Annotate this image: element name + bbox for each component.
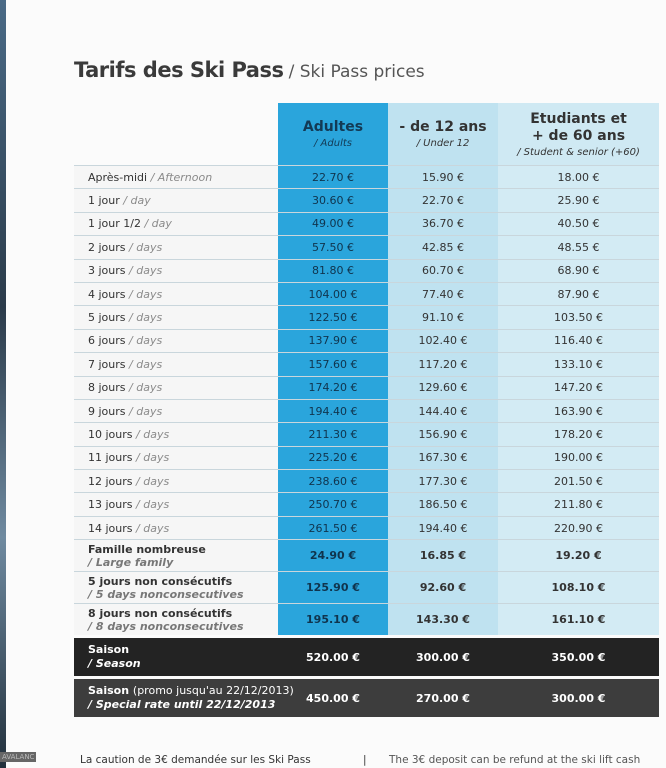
student-price: 178.20 € — [498, 423, 659, 446]
under12-price: 156.90 € — [388, 423, 498, 446]
adult-price: 157.60 € — [278, 353, 388, 376]
adult-price: 104.00 € — [278, 282, 388, 305]
row-label: 5 jours / days — [74, 306, 278, 329]
promo-season-row — [74, 678, 659, 718]
adult-price: 174.20 € — [278, 376, 388, 399]
under12-price: 117.20 € — [388, 353, 498, 376]
student-price: 19.20 € — [498, 540, 659, 572]
header-adults-sub: / Adults — [314, 138, 352, 149]
adult-price: 195.10 € — [278, 604, 388, 637]
student-price: 25.90 € — [498, 189, 659, 212]
under12-price: 15.90 € — [388, 166, 498, 189]
under12-price: 60.70 € — [388, 259, 498, 282]
under12-price: 16.85 € — [388, 540, 498, 572]
under12-price: 129.60 € — [388, 376, 498, 399]
table-row — [74, 353, 659, 376]
header-adults-label: Adultes — [302, 119, 364, 135]
under12-price: 177.30 € — [388, 470, 498, 493]
table-row — [74, 259, 659, 282]
adult-price: 57.50 € — [278, 236, 388, 259]
row-label: 1 jour 1/2 / day — [74, 212, 278, 235]
under12-price: 167.30 € — [388, 446, 498, 469]
table-row — [74, 493, 659, 516]
student-price: 201.50 € — [498, 470, 659, 493]
adult-price: 194.40 € — [278, 399, 388, 422]
under12-price: 92.60 € — [388, 572, 498, 604]
adult-price: 250.70 € — [278, 493, 388, 516]
row-label: 3 jours / days — [74, 259, 278, 282]
adult-price: 450.00 € — [278, 678, 388, 718]
row-label: 13 jours / days — [74, 493, 278, 516]
row-label: 10 jours / days — [74, 423, 278, 446]
under12-price: 22.70 € — [388, 189, 498, 212]
under12-price: 42.85 € — [388, 236, 498, 259]
table-row-special — [74, 572, 659, 604]
row-label: Saison / Season — [74, 637, 278, 678]
student-price: 87.90 € — [498, 282, 659, 305]
header-blank-cell — [74, 103, 278, 166]
table-row-special — [74, 540, 659, 572]
row-label: 5 jours non consécutifs / 5 days nonconsecutives — [74, 572, 278, 604]
adult-price: 238.60 € — [278, 470, 388, 493]
row-label: 2 jours / days — [74, 236, 278, 259]
row-label: 9 jours / days — [74, 399, 278, 422]
row-label: 11 jours / days — [74, 446, 278, 469]
under12-price: 143.30 € — [388, 604, 498, 637]
footer-separator: | — [363, 754, 367, 766]
student-price: 116.40 € — [498, 329, 659, 352]
row-label: 6 jours / days — [74, 329, 278, 352]
table-row-special — [74, 604, 659, 637]
under12-price: 102.40 € — [388, 329, 498, 352]
row-label: 1 jour / day — [74, 189, 278, 212]
table-row — [74, 212, 659, 235]
adult-price: 22.70 € — [278, 166, 388, 189]
header-student-sub: / Student & senior (+60) — [517, 146, 640, 158]
student-price: 211.80 € — [498, 493, 659, 516]
student-price: 18.00 € — [498, 166, 659, 189]
student-price: 68.90 € — [498, 259, 659, 282]
row-label: 7 jours / days — [74, 353, 278, 376]
table-row — [74, 166, 659, 189]
table-row — [74, 329, 659, 352]
table-row — [74, 399, 659, 422]
under12-price: 36.70 € — [388, 212, 498, 235]
row-label: 8 jours / days — [74, 376, 278, 399]
table-row — [74, 470, 659, 493]
student-price: 103.50 € — [498, 306, 659, 329]
header-under12 — [388, 103, 498, 166]
adult-price: 122.50 € — [278, 306, 388, 329]
table-row — [74, 189, 659, 212]
student-price: 48.55 € — [498, 236, 659, 259]
table-row — [74, 376, 659, 399]
ski-pass-price-table — [74, 103, 659, 717]
row-label: 4 jours / days — [74, 282, 278, 305]
table-row — [74, 516, 659, 539]
student-price: 190.00 € — [498, 446, 659, 469]
header-under12-label: - de 12 ans — [399, 119, 487, 135]
under12-price: 91.10 € — [388, 306, 498, 329]
row-label: 12 jours / days — [74, 470, 278, 493]
student-price: 108.10 € — [498, 572, 659, 604]
row-label: Saison (promo jusqu'au 22/12/2013) / Special rate until 22/12/2013 — [74, 678, 278, 718]
student-price: 300.00 € — [498, 678, 659, 718]
footer-text — [0, 752, 666, 768]
header-under12-sub: / Under 12 — [416, 138, 470, 149]
adult-price: 30.60 € — [278, 189, 388, 212]
header-student-senior — [498, 103, 659, 166]
adult-price: 81.80 € — [278, 259, 388, 282]
student-price: 133.10 € — [498, 353, 659, 376]
under12-price: 194.40 € — [388, 516, 498, 539]
adult-price: 225.20 € — [278, 446, 388, 469]
student-price: 163.90 € — [498, 399, 659, 422]
student-price: 220.90 € — [498, 516, 659, 539]
row-label: 8 jours non consécutifs / 8 days nonconsecutives — [74, 604, 278, 637]
header-adults — [278, 103, 388, 166]
row-label: Après-midi / Afternoon — [74, 166, 278, 189]
under12-price: 300.00 € — [388, 637, 498, 678]
page-title — [74, 58, 425, 82]
student-price: 350.00 € — [498, 637, 659, 678]
footer-right-text: The 3€ deposit can be refund at the ski lift cash — [389, 754, 641, 766]
adult-price: 211.30 € — [278, 423, 388, 446]
table-row — [74, 446, 659, 469]
under12-price: 77.40 € — [388, 282, 498, 305]
adult-price: 49.00 € — [278, 212, 388, 235]
table-row — [74, 282, 659, 305]
adult-price: 125.90 € — [278, 572, 388, 604]
row-label: Famille nombreuse / Large family — [74, 540, 278, 572]
adult-price: 24.90 € — [278, 540, 388, 572]
under12-price: 144.40 € — [388, 399, 498, 422]
student-price: 40.50 € — [498, 212, 659, 235]
student-price: 147.20 € — [498, 376, 659, 399]
title-french: Tarifs des Ski Pass — [74, 58, 284, 82]
footer-left-text: La caution de 3€ demandée sur les Ski Pass — [80, 754, 311, 766]
student-price: 161.10 € — [498, 604, 659, 637]
under12-price: 270.00 € — [388, 678, 498, 718]
header-student-label: Etudiants et + de 60 ans — [530, 110, 627, 144]
table-row — [74, 236, 659, 259]
title-english: / Ski Pass prices — [288, 62, 425, 82]
watermark: AVALANC — [2, 753, 35, 761]
table-header-row — [74, 103, 659, 166]
table-row — [74, 423, 659, 446]
row-label: 14 jours / days — [74, 516, 278, 539]
adult-price: 261.50 € — [278, 516, 388, 539]
adult-price: 137.90 € — [278, 329, 388, 352]
under12-price: 186.50 € — [388, 493, 498, 516]
table-row — [74, 306, 659, 329]
adult-price: 520.00 € — [278, 637, 388, 678]
season-row — [74, 637, 659, 678]
